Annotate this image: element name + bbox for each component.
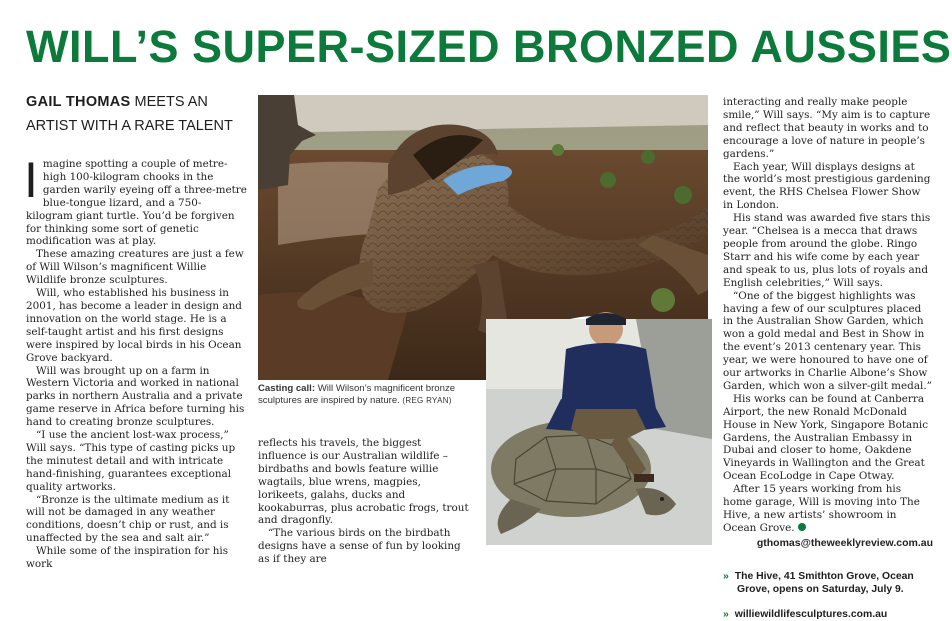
article-column-3: [723, 96, 933, 621]
info-event: [723, 570, 933, 596]
paragraph: “The various birds on the birdbath designs have a sense of fun by looking as if they are: [258, 527, 461, 566]
photo-credit: (REG RYAN): [399, 396, 452, 405]
paragraph: “One of the biggest highlights was having a few of our sculptures placed in the Australian Show Garden, which won a gold medal and Best in Show in the event’s 2013 centenary year. This year, we were honoured to have one of our artworks in Charlie Albone’s Show Garden, which won a silver-gilt medal.”: [723, 289, 932, 392]
artist-portrait-illustration: [486, 319, 712, 545]
article-column-1: [24, 152, 248, 571]
paragraph: reflects his travels, the biggest influence is our Australian wildlife – birdbaths and bowls feature willie wagtails, blue wrens, magpies, lorikeets, galahs, ducks and kookaburras, plus acrobatic frogs, trout and dragonfly.: [258, 437, 469, 527]
paragraph: [723, 483, 933, 535]
paragraph: Will was brought up on a farm in Western Victoria and worked in national parks in northern Australia and a private game reserve in Africa before turning his hand to creating bronze sculptures.: [26, 364, 245, 429]
caption-text: Will Wilson’s magnificent bronze sculptures are inspired by nature.: [258, 383, 456, 406]
article-column-2: [258, 437, 470, 566]
info-event-text: The Hive, 41 Smithton Grove, Ocean Grove, opens on Saturday, July 9.: [734, 570, 914, 595]
standfirst: [26, 90, 248, 138]
paragraph: His works can be found at Canberra Airport, the new Ronald McDonald House in New York, Singapore Botanic Gardens, the Australian Embassy in Dubai and closer to home, Oakdene Vineyards in Wallington and the Great Ocean EcoLodge in Cape Otway.: [723, 392, 929, 483]
paragraph: These amazing creatures are just a few of Will Wilson’s magnificent Willie Wildlife bronze sculptures.: [26, 248, 244, 287]
paragraph: His stand was awarded five stars this year. “Chelsea is a mecca that draws people from around the globe. Ringo Starr and his wife come by each year and speak to us, plus lots of royals and English celebrities,” Will says.: [723, 212, 931, 289]
end-bullet-icon: [798, 523, 806, 531]
paragraph: Will, who established his business in 2001, has become a leader in design and innovation on the world stage. He is a self-taught artist and his first designs were inspired by local birds in his Ocean Grove backyard.: [26, 287, 242, 364]
paragraph: While some of the inspiration for his work: [26, 545, 229, 571]
paragraph-text: After 15 years working from his home garage, Will is moving into The Hive, a new artists’ showroom in Ocean Grove.: [723, 483, 920, 534]
author-byline: GAIL THOMAS: [26, 94, 131, 110]
paragraph: [24, 152, 248, 248]
photo-caption: [258, 383, 478, 407]
arrow-icon: »: [723, 608, 729, 620]
author-email[interactable]: gthomas@theweeklyreview.com.au: [756, 536, 933, 549]
paragraph: Each year, Will displays designs at the world’s most prestigious gardening event, the RHS Chelsea Flower Show in London.: [723, 160, 931, 212]
inset-photo-artist-with-turtle: [483, 316, 709, 542]
info-website[interactable]: [723, 608, 933, 621]
caption-lead: Casting call:: [258, 383, 316, 394]
info-box: [723, 570, 933, 621]
paragraph: “I use the ancient lost-wax process,” Will says. “This type of casting picks up the minutest detail and with intricate hand-finishing, guarantees exceptional quality artworks.: [26, 429, 236, 493]
arrow-icon: »: [723, 570, 729, 582]
dropcap: I: [24, 152, 38, 208]
paragraph-text: magine spotting a couple of metre-high 100-kilogram chooks in the garden warily eyeing off a three-metre blue-tongue lizard, and a 750-kilogram giant turtle. You’d be forgiven for thinking some sort of genetic modification was at play.: [26, 158, 247, 248]
paragraph: interacting and really make people smile,” Will says. “My aim is to capture and reflect that beauty in works and to encourage a love of nature in people’s gardens.”: [723, 96, 931, 160]
website-link[interactable]: williewildlifesculptures.com.au: [734, 608, 888, 620]
headline: WILL’S SUPER-SIZED BRONZED AUSSIES: [26, 21, 952, 72]
standfirst-text: MEETS AN ARTIST WITH A RARE TALENT: [26, 94, 233, 134]
paragraph: “Bronze is the ultimate medium as it will not be damaged in any weather conditions, doesn’t chip or rust, and is unaffected by the sea and salt air.”: [26, 493, 230, 545]
